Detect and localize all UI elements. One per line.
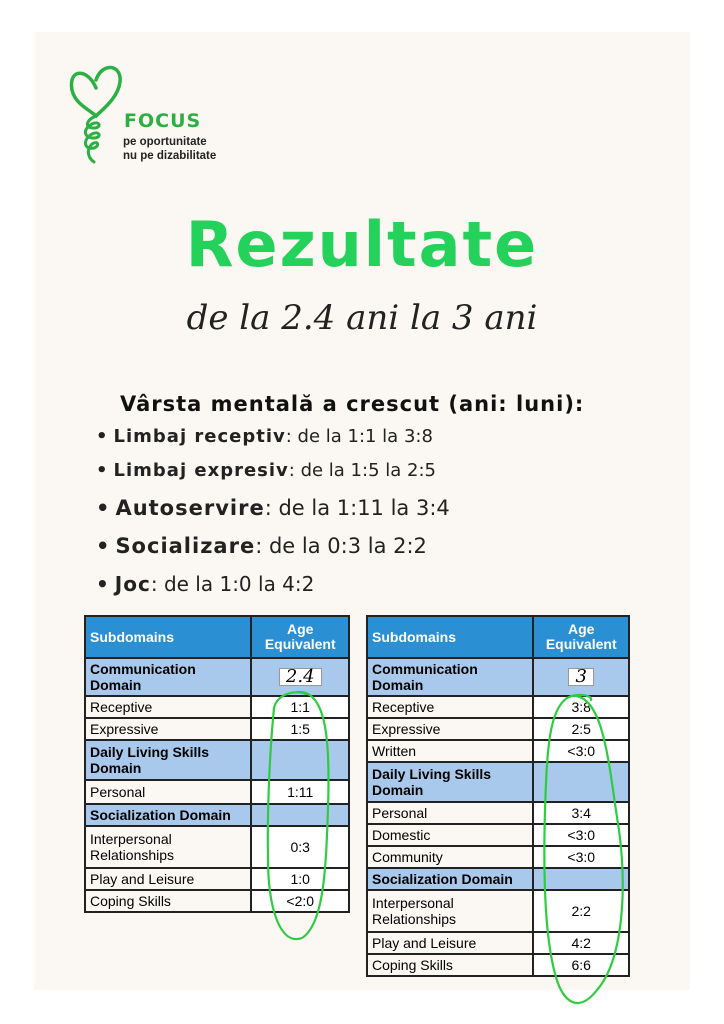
row-value: 4:2 [533,932,629,954]
result-label: Joc [114,572,151,596]
row-label: Play and Leisure [85,868,251,890]
list-item [96,460,450,496]
row-value: 2:2 [533,890,629,932]
domain-label: Socialization Domain [367,868,533,890]
result-range: : de la 0:3 la 2:2 [255,534,427,558]
handwritten-value: 2.4 [279,668,322,686]
table-row [85,718,349,740]
brand-tagline-line2: nu pe dizabilitate [123,150,217,162]
bullet-icon: • [96,426,108,447]
table-row [367,718,629,740]
domain-value [251,658,349,696]
table-row [85,890,349,912]
row-label: Expressive [367,718,533,740]
age-equivalent-header: Age Equivalent [533,616,629,658]
table-header [367,616,629,658]
row-label: Written [367,740,533,762]
brand-name: FOCUS [124,110,202,132]
subdomains-header: Subdomains [367,616,533,658]
table-row [367,846,629,868]
bullet-icon: • [96,534,110,558]
list-item [96,496,450,534]
result-range: : de la 1:5 la 2:5 [288,460,436,481]
row-value: 1:11 [251,780,349,804]
result-range: : de la 1:11 la 3:4 [264,496,450,520]
row-label: Community [367,846,533,868]
row-label: Coping Skills [367,954,533,976]
row-value: 1:0 [251,868,349,890]
row-value: <3:0 [533,846,629,868]
table-row [367,658,629,696]
table-row [85,826,349,868]
list-item [96,572,450,608]
row-value: 2:5 [533,718,629,740]
domain-value [251,740,349,780]
row-label: Play and Leisure [367,932,533,954]
domain-label: Socialization Domain [85,804,251,826]
domain-label: Daily Living Skills Domain [367,762,533,802]
results-heading: Vârsta mentală a crescut (ani: luni): [120,392,585,416]
table-row [367,890,629,932]
table-row [367,932,629,954]
result-label: Limbaj receptiv [113,426,286,447]
bullet-icon: • [96,460,108,481]
row-label: Receptive [85,696,251,718]
domain-value [533,868,629,890]
list-item [96,426,450,460]
table-row [367,824,629,846]
bullet-icon: • [96,496,110,520]
vineland-table-after [366,615,630,977]
row-value: 1:5 [251,718,349,740]
page-title: Rezultate [185,208,539,281]
row-label: Expressive [85,718,251,740]
bullet-icon: • [96,572,109,596]
row-label: Coping Skills [85,890,251,912]
domain-label: Communication Domain [85,658,251,696]
result-range: : de la 1:1 la 3:8 [285,426,433,447]
subdomains-header: Subdomains [85,616,251,658]
domain-value [533,658,629,696]
age-equivalent-header: Age Equivalent [251,616,349,658]
row-value: <3:0 [533,824,629,846]
row-value: 0:3 [251,826,349,868]
focus-logo [66,58,236,168]
page-subtitle: de la 2.4 ani la 3 ani [186,298,538,338]
domain-value [251,804,349,826]
domain-label: Communication Domain [367,658,533,696]
table-row [85,868,349,890]
table-row [367,696,629,718]
table-row [85,780,349,804]
result-range: : de la 1:0 la 4:2 [150,572,315,596]
row-value: <2:0 [251,890,349,912]
row-value: 1:1 [251,696,349,718]
table-row [85,696,349,718]
table-header [85,616,349,658]
heart-spring-icon [66,58,126,168]
row-value: 3:4 [533,802,629,824]
row-value: <3:0 [533,740,629,762]
list-item [96,534,450,572]
row-label: Interpersonal Relationships [85,826,251,868]
vineland-table-before [84,615,350,913]
table-row [367,868,629,890]
table-row [85,804,349,826]
row-label: Personal [367,802,533,824]
table-row [85,658,349,696]
row-label: Interpersonal Relationships [367,890,533,932]
table-row [367,762,629,802]
row-label: Domestic [367,824,533,846]
row-label: Personal [85,780,251,804]
table-row [367,954,629,976]
brand-tagline-line1: pe oportunitate [123,136,207,148]
results-list [96,426,450,608]
table-row [367,740,629,762]
row-label: Receptive [367,696,533,718]
handwritten-value: 3 [568,668,593,686]
result-label: Limbaj expresiv [113,460,289,481]
domain-value [533,762,629,802]
table-row [85,740,349,780]
result-label: Socializare [115,534,256,558]
result-label: Autoservire [115,496,265,520]
domain-label: Daily Living Skills Domain [85,740,251,780]
row-value: 3:8 [533,696,629,718]
table-row [367,802,629,824]
row-value: 6:6 [533,954,629,976]
